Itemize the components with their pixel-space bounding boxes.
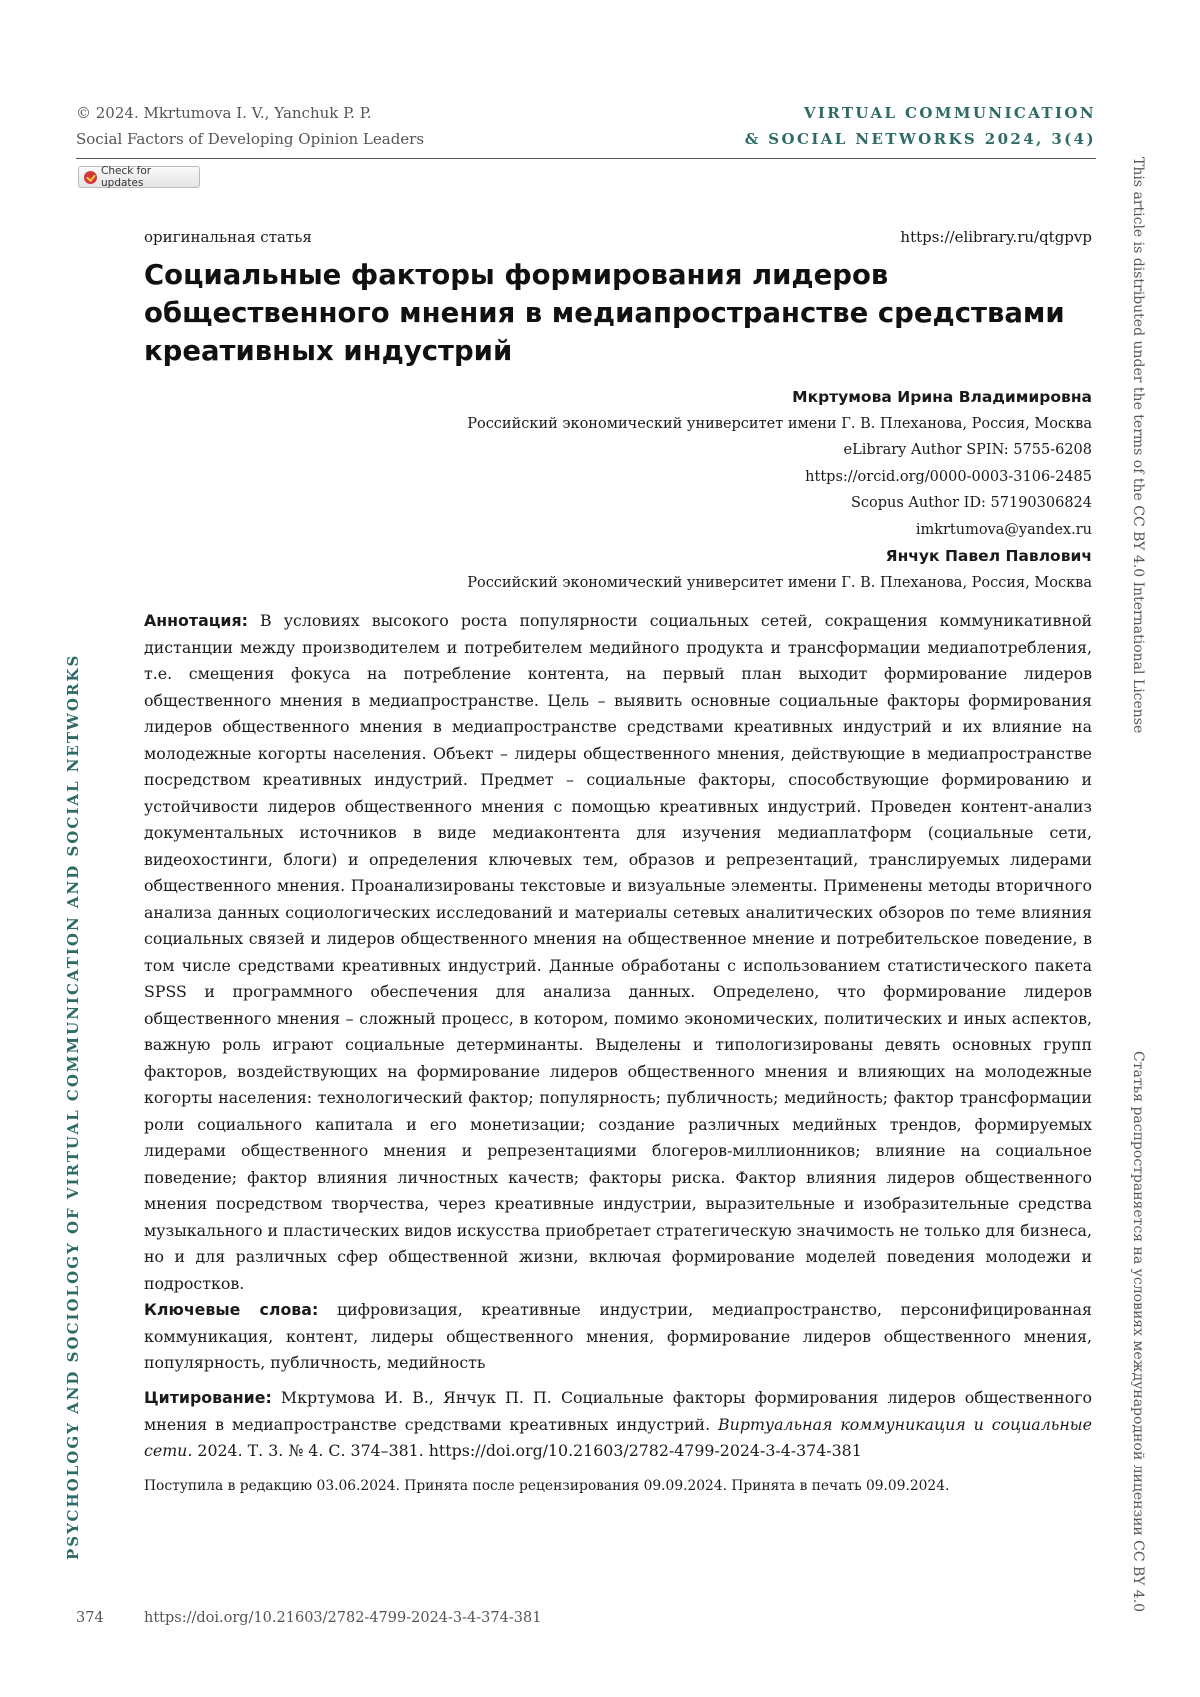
author-block bbox=[144, 384, 1092, 596]
author1-orcid-link[interactable]: https://orcid.org/0000-0003-3106-2485 bbox=[144, 464, 1092, 491]
keywords-label: Ключевые слова: bbox=[144, 1300, 318, 1319]
citation-details: 2024. Т. 3. № 4. С. 374–381. https://doi.org/10.21603/2782-4799-2024-3-4-374-381 bbox=[197, 1441, 861, 1460]
keywords-text: цифровизация, креативные индустрии, медиапространство, персонифицированная коммуникация, контент, лидеры общественного мнения, формирование лидеров общественного мнения, популярность, публичность, медийность bbox=[144, 1300, 1092, 1372]
citation-journal: Виртуальная коммуникация и социальные сети. bbox=[144, 1415, 1092, 1461]
citation-label: Цитирование: bbox=[144, 1388, 272, 1407]
article-meta-row bbox=[144, 228, 1092, 246]
journal-name-line1: VIRTUAL COMMUNICATION bbox=[745, 100, 1096, 126]
short-title: Social Factors of Developing Opinion Leaders bbox=[76, 126, 424, 152]
page-number: 374 bbox=[76, 1610, 104, 1626]
running-header-left bbox=[76, 100, 424, 152]
abstract-text: В условиях высокого роста популярности социальных сетей, сокращения коммуникативной дистанции между производителем и потребителем медийного продукта и трансформации медиапотребления, т.е. смещения фокуса на потребление контента, на первый план выходит формирование лидеров общественного мнения в медиапространстве. Цель – выявить основные социальные факторы формирования лидеров общественного мнения в медиапространстве средствами креативных индустрий и их влияние на молодежные когорты населения. Объект – лидеры общественного мнения, действующие в медиапространстве посредством креативных индустрий. Предмет – социальные факторы, способствующие формированию и устойчивости лидеров общественного мнения с помощью креативных индустрий. Проведен контент-анализ документальных источников в виде медиаконтента для изучения медиаплатформ (социальные сети, видеохостинги, блоги) и определения ключевых тем, образов и репрезентаций, транслируемых лидерами общественного мнения. Проанализированы текстовые и визуальные элементы. Применены методы вторичного анализа данных социологических исследований и материалы сетевых аналитических обзоров по теме влияния социальных связей и лидеров общественного мнения на общественное мнение и потребительское поведение, в том числе средствами креативных индустрий. Данные обработаны с использованием статистического пакета SPSS и программного обеспечения для анализа данных. Определено, что формирование лидеров общественного мнения – сложный процесс, в котором, помимо экономических, политических и иных аспектов, важную роль играют социальные детерминанты. Выделены и типологизированы девять основных групп факторов, воздействующих на формирование лидеров общественного мнения и влияющих на молодежные когорты населения: технологический фактор; популярность; публичность; медийность; фактор трансформации роли социального капитала и его монетизации; создание различных медийных трендов, формируемых лидерами общественного мнения и репрезентациями блогеров-миллионников; влияние на социальное поведение; фактор влияния личностных качеств; факторы риска. Фактор влияния лидеров общественного мнения посредством творчества, через креативные индустрии, выразительные и изобразительные средства музыкального и пластических видов искусства приобретает стратегическую значимость не только для бизнеса, но и для различных сфер общественной жизни, включая формирование моделей поведения молодежи и подростков. bbox=[144, 611, 1092, 1293]
article-type: оригинальная статья bbox=[144, 228, 312, 246]
author1-scopus: Scopus Author ID: 57190306824 bbox=[144, 490, 1092, 517]
abstract-paragraph bbox=[144, 608, 1092, 1297]
citation-section bbox=[144, 1385, 1092, 1465]
author1-name: Мкртумова Ирина Владимировна bbox=[144, 384, 1092, 411]
author2-affiliation: Российский экономический университет имени Г. В. Плеханова, Россия, Москва bbox=[144, 570, 1092, 597]
journal-name-line2: & SOCIAL NETWORKS 2024, 3(4) bbox=[745, 126, 1096, 152]
author1-spin: eLibrary Author SPIN: 5755-6208 bbox=[144, 437, 1092, 464]
author1-affiliation: Российский экономический университет имени Г. В. Плеханова, Россия, Москва bbox=[144, 411, 1092, 438]
citation-text: Мкртумова И. В., Янчук П. П. Социальные факторы формирования лидеров общественного мнения в медиапространстве средствами креативных индустрий. bbox=[144, 1388, 1092, 1434]
side-license-ru: Статья распространяется на условиях международной лицензии CC BY 4.0 bbox=[1130, 1051, 1146, 1612]
received-dates: Поступила в редакцию 03.06.2024. Принята после рецензирования 09.09.2024. Принята в печать 09.09.2024. bbox=[144, 1476, 1092, 1496]
footer-doi-link[interactable]: https://doi.org/10.21603/2782-4799-2024-3-4-374-381 bbox=[144, 1610, 541, 1626]
author2-name: Янчук Павел Павлович bbox=[144, 543, 1092, 570]
abstract-section bbox=[144, 608, 1092, 1377]
keywords-paragraph bbox=[144, 1297, 1092, 1377]
check-updates-icon bbox=[84, 171, 97, 184]
check-for-updates-label: Check for updates bbox=[101, 165, 194, 189]
side-journal-section: PSYCHOLOGY AND SOCIOLOGY OF VIRTUAL COMMUNICATION AND SOCIAL NETWORKS bbox=[64, 654, 82, 1560]
copyright-line: © 2024. Mkrtumova I. V., Yanchuk P. P. bbox=[76, 100, 424, 126]
header-divider bbox=[76, 158, 1096, 159]
article-title: Социальные факторы формирования лидеров общественного мнения в медиапространстве средствами креативных индустрий bbox=[144, 256, 1092, 370]
side-license-en: This article is distributed under the terms of the CC BY 4.0 International License bbox=[1130, 157, 1146, 733]
check-for-updates-button[interactable] bbox=[78, 166, 200, 188]
article-url-link[interactable]: https://elibrary.ru/qtgpvp bbox=[900, 228, 1092, 246]
author1-email-link[interactable]: imkrtumova@yandex.ru bbox=[144, 517, 1092, 544]
journal-name bbox=[745, 100, 1096, 152]
abstract-label: Аннотация: bbox=[144, 611, 248, 630]
